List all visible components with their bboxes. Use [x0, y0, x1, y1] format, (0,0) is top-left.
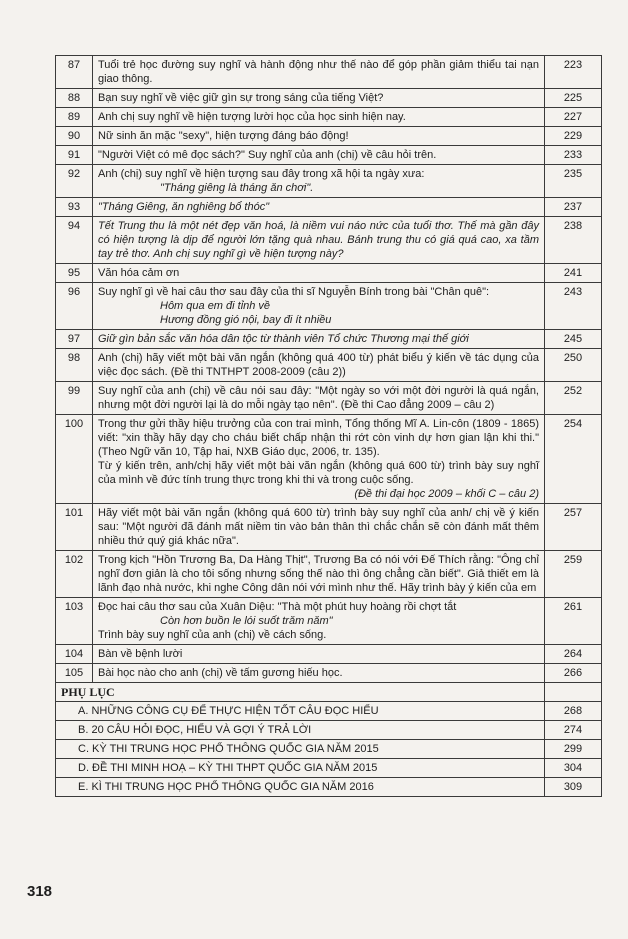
item-title-line: Tuổi trẻ học đường suy nghĩ và hành động như thế nào để góp phần giảm thiểu tai nạn giao thông.	[98, 59, 539, 85]
table-row	[56, 264, 602, 283]
item-page: 238	[545, 217, 602, 264]
appendix-row	[56, 759, 602, 778]
item-page: 264	[545, 645, 602, 664]
appendix-item-label: C. KỲ THI TRUNG HỌC PHỔ THÔNG QUỐC GIA NĂM 2015	[56, 740, 545, 759]
item-title	[93, 89, 545, 108]
item-number: 90	[56, 127, 93, 146]
table-row	[56, 283, 602, 330]
appendix-title-page	[545, 683, 602, 702]
item-page: 229	[545, 127, 602, 146]
appendix-item-page: 304	[545, 759, 602, 778]
item-title	[93, 108, 545, 127]
item-page: 243	[545, 283, 602, 330]
item-number: 95	[56, 264, 93, 283]
item-title-line: Anh chị suy nghĩ về hiện tượng lười học của học sinh hiện nay.	[98, 111, 406, 123]
item-page: 241	[545, 264, 602, 283]
item-title	[93, 146, 545, 165]
item-page: 261	[545, 598, 602, 645]
item-page: 259	[545, 551, 602, 598]
table-row	[56, 551, 602, 598]
item-number: 96	[56, 283, 93, 330]
appendix-item-page: 299	[545, 740, 602, 759]
item-title	[93, 198, 545, 217]
table-row	[56, 217, 602, 264]
table-row	[56, 664, 602, 683]
table-row	[56, 165, 602, 198]
table-row	[56, 645, 602, 664]
item-number: 101	[56, 504, 93, 551]
item-page: 233	[545, 146, 602, 165]
item-title-line: Bạn suy nghĩ về việc giữ gìn sự trong sáng của tiếng Việt?	[98, 92, 384, 104]
item-page: 235	[545, 165, 602, 198]
table-row	[56, 415, 602, 504]
item-title-line: Đọc hai câu thơ sau của Xuân Diệu: "Thà một phút huy hoàng rồi chợt tắt	[98, 601, 457, 613]
item-title	[93, 127, 545, 146]
item-page: 257	[545, 504, 602, 551]
item-title	[93, 56, 545, 89]
item-title-line: Văn hóa cảm ơn	[98, 267, 180, 279]
item-title	[93, 504, 545, 551]
item-title	[93, 283, 545, 330]
appendix-row	[56, 702, 602, 721]
item-title-line: Suy nghĩ gì về hai câu thơ sau đây của thi sĩ Nguyễn Bính trong bài "Chân quê":	[98, 286, 490, 298]
item-page: 245	[545, 330, 602, 349]
item-title-line: Bàn về bệnh lười	[98, 648, 183, 660]
item-number: 100	[56, 415, 93, 504]
table-row	[56, 598, 602, 645]
item-number: 93	[56, 198, 93, 217]
item-number: 88	[56, 89, 93, 108]
item-title-line: "Tháng giêng là tháng ăn chơi".	[160, 182, 314, 194]
appendix-item-page: 274	[545, 721, 602, 740]
item-page: 250	[545, 349, 602, 382]
item-title-line: Trong kịch "Hồn Trương Ba, Da Hàng Thịt", Trương Ba có nói với Đế Thích rằng: "Ông chỉ nghĩ đơn giản là cho tôi sống nhưng sống thế nào thì ông chẳng cần biết". Giả thiết em là lãnh đạo nhà nước, khi nghe Công dân nói với mình như thế. Hãy trình bày ý kiến của em	[98, 554, 539, 594]
table-row	[56, 146, 602, 165]
appendix-item-label: D. ĐỀ THI MINH HOẠ – KỲ THI THPT QUỐC GIA NĂM 2015	[56, 759, 545, 778]
item-number: 99	[56, 382, 93, 415]
item-page: 227	[545, 108, 602, 127]
item-title-line: Anh (chị) hãy viết một bài văn ngắn (không quá 400 từ) phát biểu ý kiến về tác dụng của việc đọc sách. (Đề thi TNTHPT 2008-2009 (câu 2))	[98, 352, 539, 378]
appendix-item-label: A. NHỮNG CÔNG CỤ ĐỂ THỰC HIỆN TỐT CÂU ĐỌC HIỂU	[56, 702, 545, 721]
item-title	[93, 415, 545, 504]
item-title	[93, 598, 545, 645]
item-title-line: "Người Việt có mê đọc sách?" Suy nghĩ của anh (chị) về câu hỏi trên.	[98, 149, 437, 161]
item-title-line: Nữ sinh ăn mặc "sexy", hiện tượng đáng báo động!	[98, 130, 349, 142]
item-title-line: Suy nghĩ của anh (chị) về câu nói sau đây: "Một ngày so với một đời người là quá ngắn, nhưng một đời người lại là do mỗi ngày tạo nên". (Đề thi Cao đẳng 2009 – câu 2)	[98, 385, 539, 411]
item-title-line: Hãy viết một bài văn ngắn (không quá 600 từ) trình bày suy nghĩ của anh/ chị về ý kiến sau: "Một người đã đánh mất niềm tin vào bản thân thì chắc chắn sẽ còn đánh mất thêm nhiều thứ quý giá khác nữa".	[98, 507, 539, 547]
appendix-item-page: 309	[545, 778, 602, 797]
item-title	[93, 217, 545, 264]
table-row	[56, 349, 602, 382]
item-page: 252	[545, 382, 602, 415]
item-title-line: Bài học nào cho anh (chị) về tấm gương hiếu học.	[98, 667, 343, 679]
appendix-header-row	[56, 683, 602, 702]
item-title	[93, 349, 545, 382]
item-title	[93, 165, 545, 198]
appendix-item-page: 268	[545, 702, 602, 721]
item-page: 225	[545, 89, 602, 108]
toc-body	[56, 56, 602, 797]
item-number: 91	[56, 146, 93, 165]
table-of-contents	[55, 55, 602, 797]
table-row	[56, 330, 602, 349]
item-number: 98	[56, 349, 93, 382]
appendix-row	[56, 740, 602, 759]
item-title-line: Trong thư gửi thầy hiệu trưởng của con trai mình, Tổng thống Mĩ A. Lin-côn (1809 - 1865) viết: "xin thầy hãy dạy cho cháu biết chấp nhận thi rớt còn vinh dự hơn gian lận khi thi." (Theo Ngữ văn 10, Tập hai, NXB Giáo dục, 2006, tr. 135).	[98, 418, 539, 458]
appendix-item-label: B. 20 CÂU HỎI ĐỌC, HIỂU VÀ GỢI Ý TRẢ LỜI	[56, 721, 545, 740]
appendix-title: PHỤ LỤC	[56, 683, 545, 702]
item-title-line: Giữ gìn bản sắc văn hóa dân tộc từ thành viên Tổ chức Thương mại thế giới	[98, 333, 469, 345]
item-number: 94	[56, 217, 93, 264]
table-row	[56, 382, 602, 415]
item-title-line: Anh (chị) suy nghĩ về hiện tượng sau đây trong xã hội ta ngày xưa:	[98, 168, 425, 180]
item-title	[93, 664, 545, 683]
item-title-line: Còn hơn buồn le lói suốt trăm năm"	[160, 615, 333, 627]
item-title-line: Tết Trung thu là một nét đẹp văn hoá, là niềm vui náo nức của tuổi thơ. Thế mà gần đây có hiện tượng là dịp để người lớn tặng quà nhau. Bánh trung thu có giá quá cao, xa tầm tay trẻ thơ. Anh chị suy nghĩ gì về hiện tượng này?	[98, 220, 539, 260]
table-row	[56, 198, 602, 217]
item-page: 223	[545, 56, 602, 89]
page-number: 318	[27, 883, 53, 900]
item-number: 89	[56, 108, 93, 127]
item-title	[93, 551, 545, 598]
item-number: 97	[56, 330, 93, 349]
item-title-line: Hương đồng gió nội, bay đi ít nhiều	[160, 314, 332, 326]
table-row	[56, 89, 602, 108]
table-row	[56, 127, 602, 146]
item-page: 237	[545, 198, 602, 217]
item-title-line: Từ ý kiến trên, anh/chị hãy viết một bài văn ngắn (không quá 600 từ) trình bày suy nghĩ của mình về đức tính trung thực trong khi thi và trong cuộc sống.	[98, 460, 539, 486]
item-number: 103	[56, 598, 93, 645]
appendix-row	[56, 778, 602, 797]
table-row	[56, 108, 602, 127]
appendix-row	[56, 721, 602, 740]
item-title	[93, 330, 545, 349]
item-number: 105	[56, 664, 93, 683]
item-title	[93, 645, 545, 664]
item-title-line: Trình bày suy nghĩ của anh (chị) về cách sống.	[98, 629, 327, 641]
item-title-line: Hôm qua em đi tỉnh về	[160, 300, 271, 312]
item-number: 92	[56, 165, 93, 198]
item-title	[93, 264, 545, 283]
table-row	[56, 504, 602, 551]
item-title	[93, 382, 545, 415]
item-number: 104	[56, 645, 93, 664]
appendix-item-label: E. KÌ THI TRUNG HỌC PHỔ THÔNG QUỐC GIA NĂM 2016	[56, 778, 545, 797]
item-title-line: "Tháng Giêng, ăn nghiêng bổ thóc"	[98, 201, 270, 213]
item-title-line: (Đề thi đại học 2009 – khối C – câu 2)	[354, 488, 539, 500]
item-page: 254	[545, 415, 602, 504]
table-row	[56, 56, 602, 89]
item-page: 266	[545, 664, 602, 683]
item-number: 87	[56, 56, 93, 89]
item-number: 102	[56, 551, 93, 598]
